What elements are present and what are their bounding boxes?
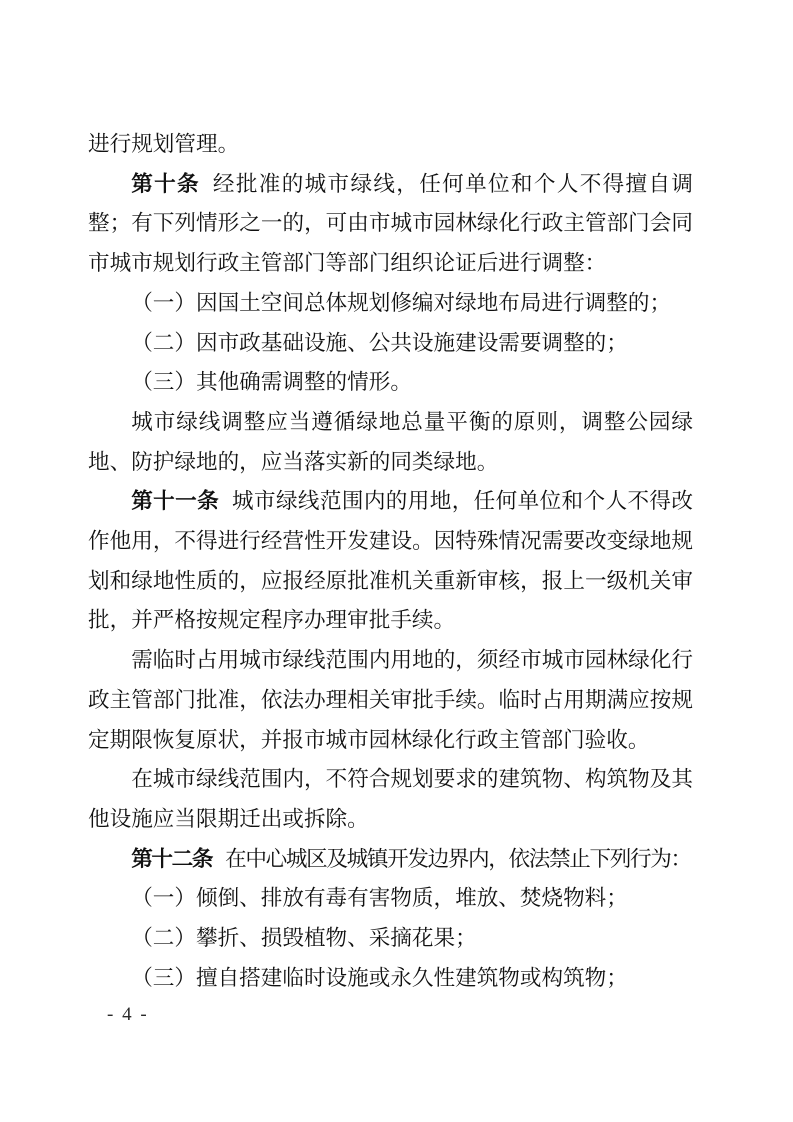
paragraph-text: （一）因国土空间总体规划修编对绿地布局进行调整的； — [131, 289, 672, 315]
article-12-para — [88, 839, 693, 879]
article-12-item-2 — [88, 918, 693, 958]
paragraph-text: （三）其他确需调整的情形。 — [131, 369, 412, 395]
article-12-item-1 — [88, 878, 693, 918]
paragraph-text: 在中心城区及城镇开发边界内，依法禁止下列行为： — [225, 845, 691, 871]
para-continuation — [88, 124, 693, 164]
paragraph-text: （二）因市政基础设施、公共设施建设需要调整的； — [131, 329, 628, 355]
paragraph-text: 城市绿线调整应当遵循绿地总量平衡的原则，调整公园绿地、防护绿地的，应当落实新的同类绿地。 — [88, 408, 693, 474]
paragraph-text: 城市绿线范围内的用地，任何单位和个人不得改作他用，不得进行经营性开发建设。因特殊情况需要改变绿地规划和绿地性质的，应报经原批准机关重新审核，报上一级机关审批，并严格按规定程序办理审批手续。 — [88, 488, 693, 633]
paragraph-text: 经批准的城市绿线，任何单位和个人不得擅自调整；有下列情形之一的，可由市城市园林绿化行政主管部门会同市城市规划行政主管部门等部门组织论证后进行调整： — [88, 170, 693, 276]
article-11-demolition-para — [88, 759, 693, 838]
article-10-para — [88, 164, 693, 283]
article-11-para — [88, 481, 693, 640]
article-11-temp-occupation-para — [88, 640, 693, 759]
paragraph-text: 需临时占用城市绿线范围内用地的，须经市城市园林绿化行政主管部门批准，依法办理相关审批手续。临时占用期满应按规定期限恢复原状，并报市城市园林绿化行政主管部门验收。 — [88, 647, 693, 752]
article-10-item-3 — [88, 362, 693, 402]
article-10-number: 第十条 — [131, 170, 200, 196]
paragraph-text: 在城市绿线范围内，不符合规划要求的建筑物、构筑物及其他设施应当限期迁出或拆除。 — [88, 766, 693, 831]
article-11-number: 第十一条 — [131, 488, 220, 514]
paragraph-text: （一）倾倒、排放有毒有害物质，堆放、焚烧物料； — [131, 885, 628, 911]
article-12-number: 第十二条 — [131, 845, 213, 871]
paragraph-text: （二）攀折、损毁植物、采摘花果； — [131, 925, 477, 951]
article-10-balance-para — [88, 402, 693, 481]
page-number: - 4 - — [107, 1004, 149, 1025]
article-10-item-1 — [88, 283, 693, 323]
document-body — [88, 124, 693, 997]
article-12-item-3 — [88, 958, 693, 998]
paragraph-text: 进行规划管理。 — [88, 131, 240, 156]
paragraph-text: （三）擅自搭建临时设施或永久性建筑物或构筑物； — [131, 964, 628, 990]
article-10-item-2 — [88, 323, 693, 363]
